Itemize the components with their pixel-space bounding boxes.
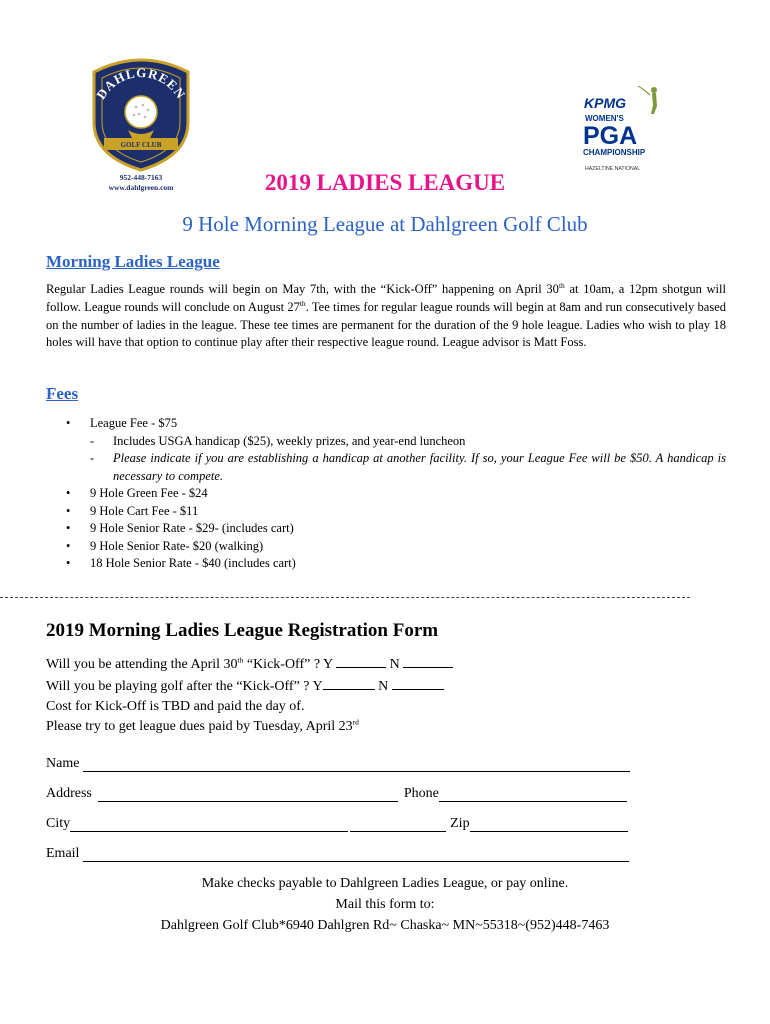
zip-input-line[interactable] xyxy=(470,817,628,832)
bullet-icon: • xyxy=(66,556,71,570)
list-item: • 9 Hole Green Fee - $24 xyxy=(64,485,726,503)
dues-text: Please try to get league dues paid by Tuesday, April 23rd xyxy=(46,717,359,734)
address-phone-field: Address Phone xyxy=(46,786,627,802)
fees-list xyxy=(64,415,726,573)
payment-instructions xyxy=(0,873,770,936)
email-field: Email xyxy=(46,846,629,862)
bullet-icon: • xyxy=(66,538,71,553)
name-input-line[interactable] xyxy=(83,757,630,772)
footer-line-3: Dahlgreen Golf Club*6940 Dahlgren Rd~ Chaska~ MN~55318~(952)448-7463 xyxy=(160,918,610,933)
kpmg-brand: KPMG xyxy=(584,95,626,111)
golfer-icon xyxy=(638,86,657,114)
kpmg-line1: WOMEN'S xyxy=(585,114,624,123)
email-input-line[interactable] xyxy=(83,847,629,862)
dahlgreen-name: DAHLGREEN xyxy=(93,65,189,102)
footer-line-1: Make checks payable to Dahlgreen Ladies League, or pay online. xyxy=(201,876,569,891)
kickoff-cost-text: Cost for Kick-Off is TBD and paid the day of. xyxy=(46,699,305,714)
bullet-icon: • xyxy=(66,503,71,518)
form-heading: 2019 Morning Ladies League Registration Form xyxy=(46,620,439,641)
bullet-icon: • xyxy=(66,486,71,500)
dahlgreen-web: www.dahlgreen.com xyxy=(108,183,174,192)
fees-heading: Fees xyxy=(46,384,79,403)
question-play-golf: Will you be playing golf after the “Kick-Off” ? Y N xyxy=(46,677,444,695)
kpmg-line4: HAZELTINE NATIONAL xyxy=(585,166,641,172)
morning-heading: Morning Ladies League xyxy=(46,252,220,271)
kickoff-yes-blank[interactable] xyxy=(336,655,386,668)
question-kickoff-attend: Will you be attending the April 30th “Kick-Off” ? Y N xyxy=(46,655,453,673)
list-item: • 9 Hole Cart Fee - $11 xyxy=(64,503,726,521)
kickoff-no-blank[interactable] xyxy=(403,655,453,668)
kpmg-pga-logo xyxy=(580,84,666,174)
kpmg-line2: PGA xyxy=(583,122,638,150)
page-subtitle: 9 Hole Morning League at Dahlgreen Golf Club xyxy=(182,212,588,236)
dahlgreen-sub: GOLF CLUB xyxy=(120,141,162,149)
bullet-icon: • xyxy=(66,416,71,430)
state-input-line[interactable] xyxy=(350,817,446,832)
list-item: • 18 Hole Senior Rate - $40 (includes cart) xyxy=(64,555,726,573)
cut-line-divider xyxy=(0,597,690,598)
golf-yes-blank[interactable] xyxy=(323,677,375,690)
list-item: • 9 Hole Senior Rate- $20 (walking) xyxy=(64,538,726,556)
list-item: • 9 Hole Senior Rate - $29- (includes cart) xyxy=(64,520,726,538)
city-zip-field: City Zip xyxy=(46,816,628,832)
kpmg-line3: CHAMPIONSHIP xyxy=(583,148,646,157)
list-subitem: - Includes USGA handicap ($25), weekly prizes, and year-end luncheon xyxy=(90,433,466,448)
address-input-line[interactable] xyxy=(98,787,398,802)
phone-input-line[interactable] xyxy=(439,787,627,802)
golf-ball-icon xyxy=(125,96,157,128)
list-item: • League Fee - $75 xyxy=(64,415,726,433)
dahlgreen-phone: 952-448-7163 xyxy=(119,173,163,182)
name-field: Name xyxy=(46,756,630,772)
intro-paragraph: Regular Ladies League rounds will begin on May 7th, with the “Kick-Off” happening on April 30th at 10am, a 12pm shotgun will follow. League rounds will conclude on August 27th. Tee times for regular league rounds will begin at 8am and run consecutively based on the number of ladies in the league. These tee times are permanent for the duration of the 9 hole league. Ladies who wish to play 18 holes will have that option to continue play after their respective league round. League advisor is Matt Foss. xyxy=(46,280,726,350)
city-input-line[interactable] xyxy=(70,817,348,832)
footer-line-2: Mail this form to: xyxy=(335,897,435,912)
page-title: 2019 LADIES LEAGUE xyxy=(264,170,506,195)
bullet-icon: • xyxy=(66,521,71,535)
list-subitem: - Please indicate if you are establishing a handicap at another facility. If so, your League Fee will be $50. A handicap is necessary to compete. xyxy=(90,451,726,483)
golf-no-blank[interactable] xyxy=(392,677,444,690)
